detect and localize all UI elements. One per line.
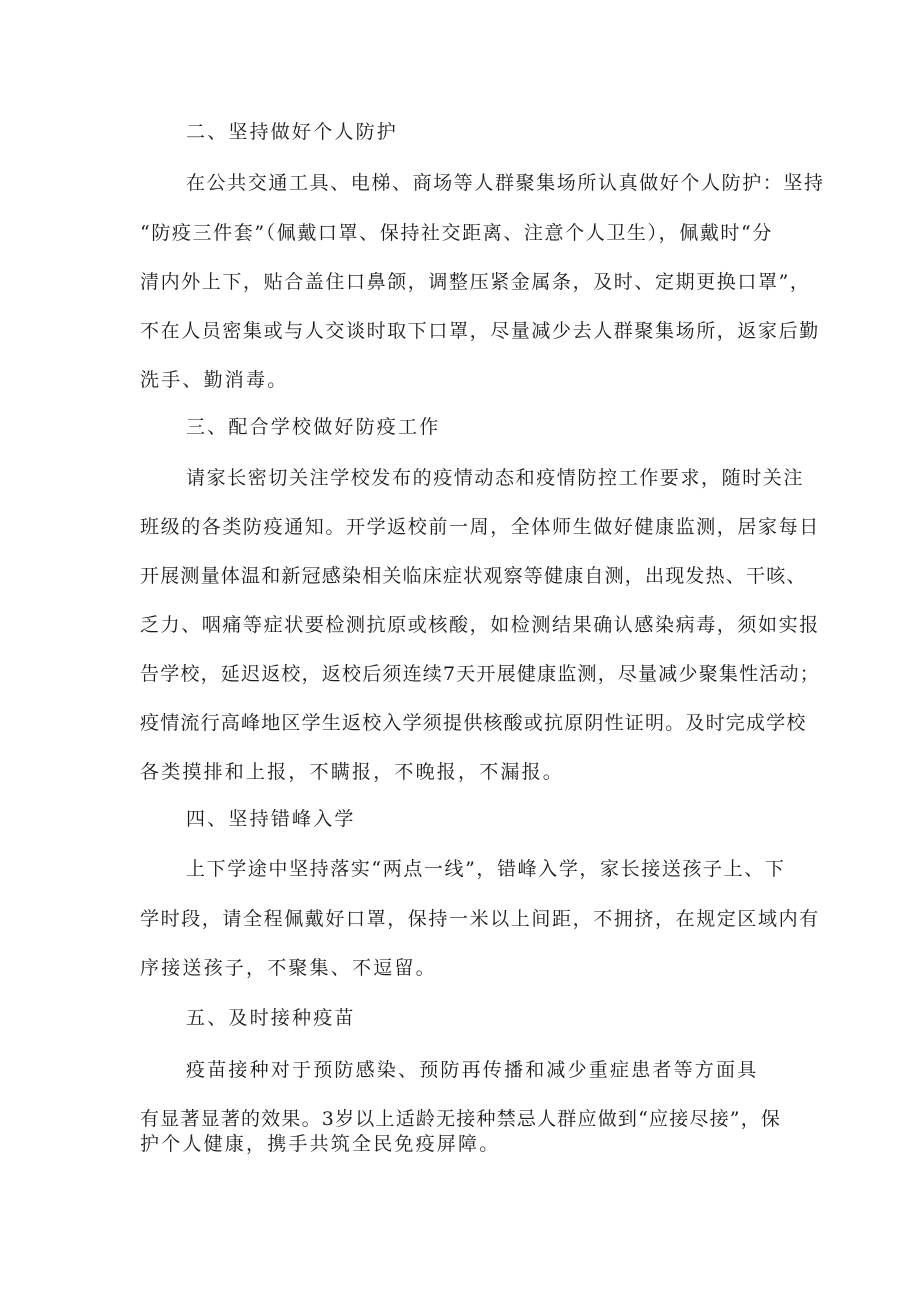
paragraph-line: 开展测量体温和新冠感染相关临床症状观察等健康自测，出现发热、干咳、 [140,565,807,587]
paragraph-line: 不在人员密集或与人交谈时取下口罩，尽量减少去人群聚集场所，返家后勤 [140,320,820,342]
paragraph-line: 护个人健康，携手共筑全民免疫屏障。 [140,1133,501,1155]
paragraph-line: 在公共交通工具、电梯、商场等人群聚集场所认真做好个人防护：坚持 [186,172,825,194]
paragraph-line: 告学校，延迟返校，返校后须连续7天开展健康监测，尽量减少聚集性活动； [140,663,820,685]
paragraph-line: 洗手、勤消毒。 [140,369,289,391]
section-heading-staggered-entry: 四、坚持错峰入学 [186,808,356,830]
paragraph-line: “防疫三件套”（佩戴口罩、保持社交距离、注意个人卫生），佩戴时“分 [140,222,773,244]
paragraph-line: 疫苗接种对于预防感染、预防再传播和减少重症患者等方面具 [186,1059,759,1081]
section-heading-personal-protection: 二、坚持做好个人防护 [186,121,399,143]
paragraph-line: 乏力、咽痛等症状要检测抗原或核酸，如检测结果确认感染病毒，须如实报 [140,614,820,636]
paragraph-line: 清内外上下，贴合盖住口鼻颌，调整压紧金属条，及时、定期更换口罩”， [140,271,811,293]
paragraph-line: 有显著显著的效果。3岁以上适龄无接种禁忌人群应做到“应接尽接”，保 [140,1108,782,1130]
paragraph-line: 学时段，请全程佩戴好口罩，保持一米以上间距，不拥挤，在规定区域内有 [140,908,820,930]
paragraph-line: 序接送孩子，不聚集、不逗留。 [140,957,437,979]
paragraph-line: 请家长密切关注学校发布的疫情动态和疫情防控工作要求，随时关注 [186,467,805,489]
section-heading-school-cooperation: 三、配合学校做好防疫工作 [186,416,441,438]
paragraph-line: 疫情流行高峰地区学生返校入学须提供核酸或抗原阴性证明。及时完成学校 [140,712,807,734]
section-heading-vaccination: 五、及时接种疫苗 [186,1007,356,1029]
paragraph-line: 上下学途中坚持落实“两点一线”，错峰入学，家长接送孩子上、下 [186,858,786,880]
paragraph-line: 各类摸排和上报，不瞒报，不晚报，不漏报。 [140,761,565,783]
paragraph-line: 班级的各类防疫通知。开学返校前一周，全体师生做好健康监测，居家每日 [140,516,820,538]
